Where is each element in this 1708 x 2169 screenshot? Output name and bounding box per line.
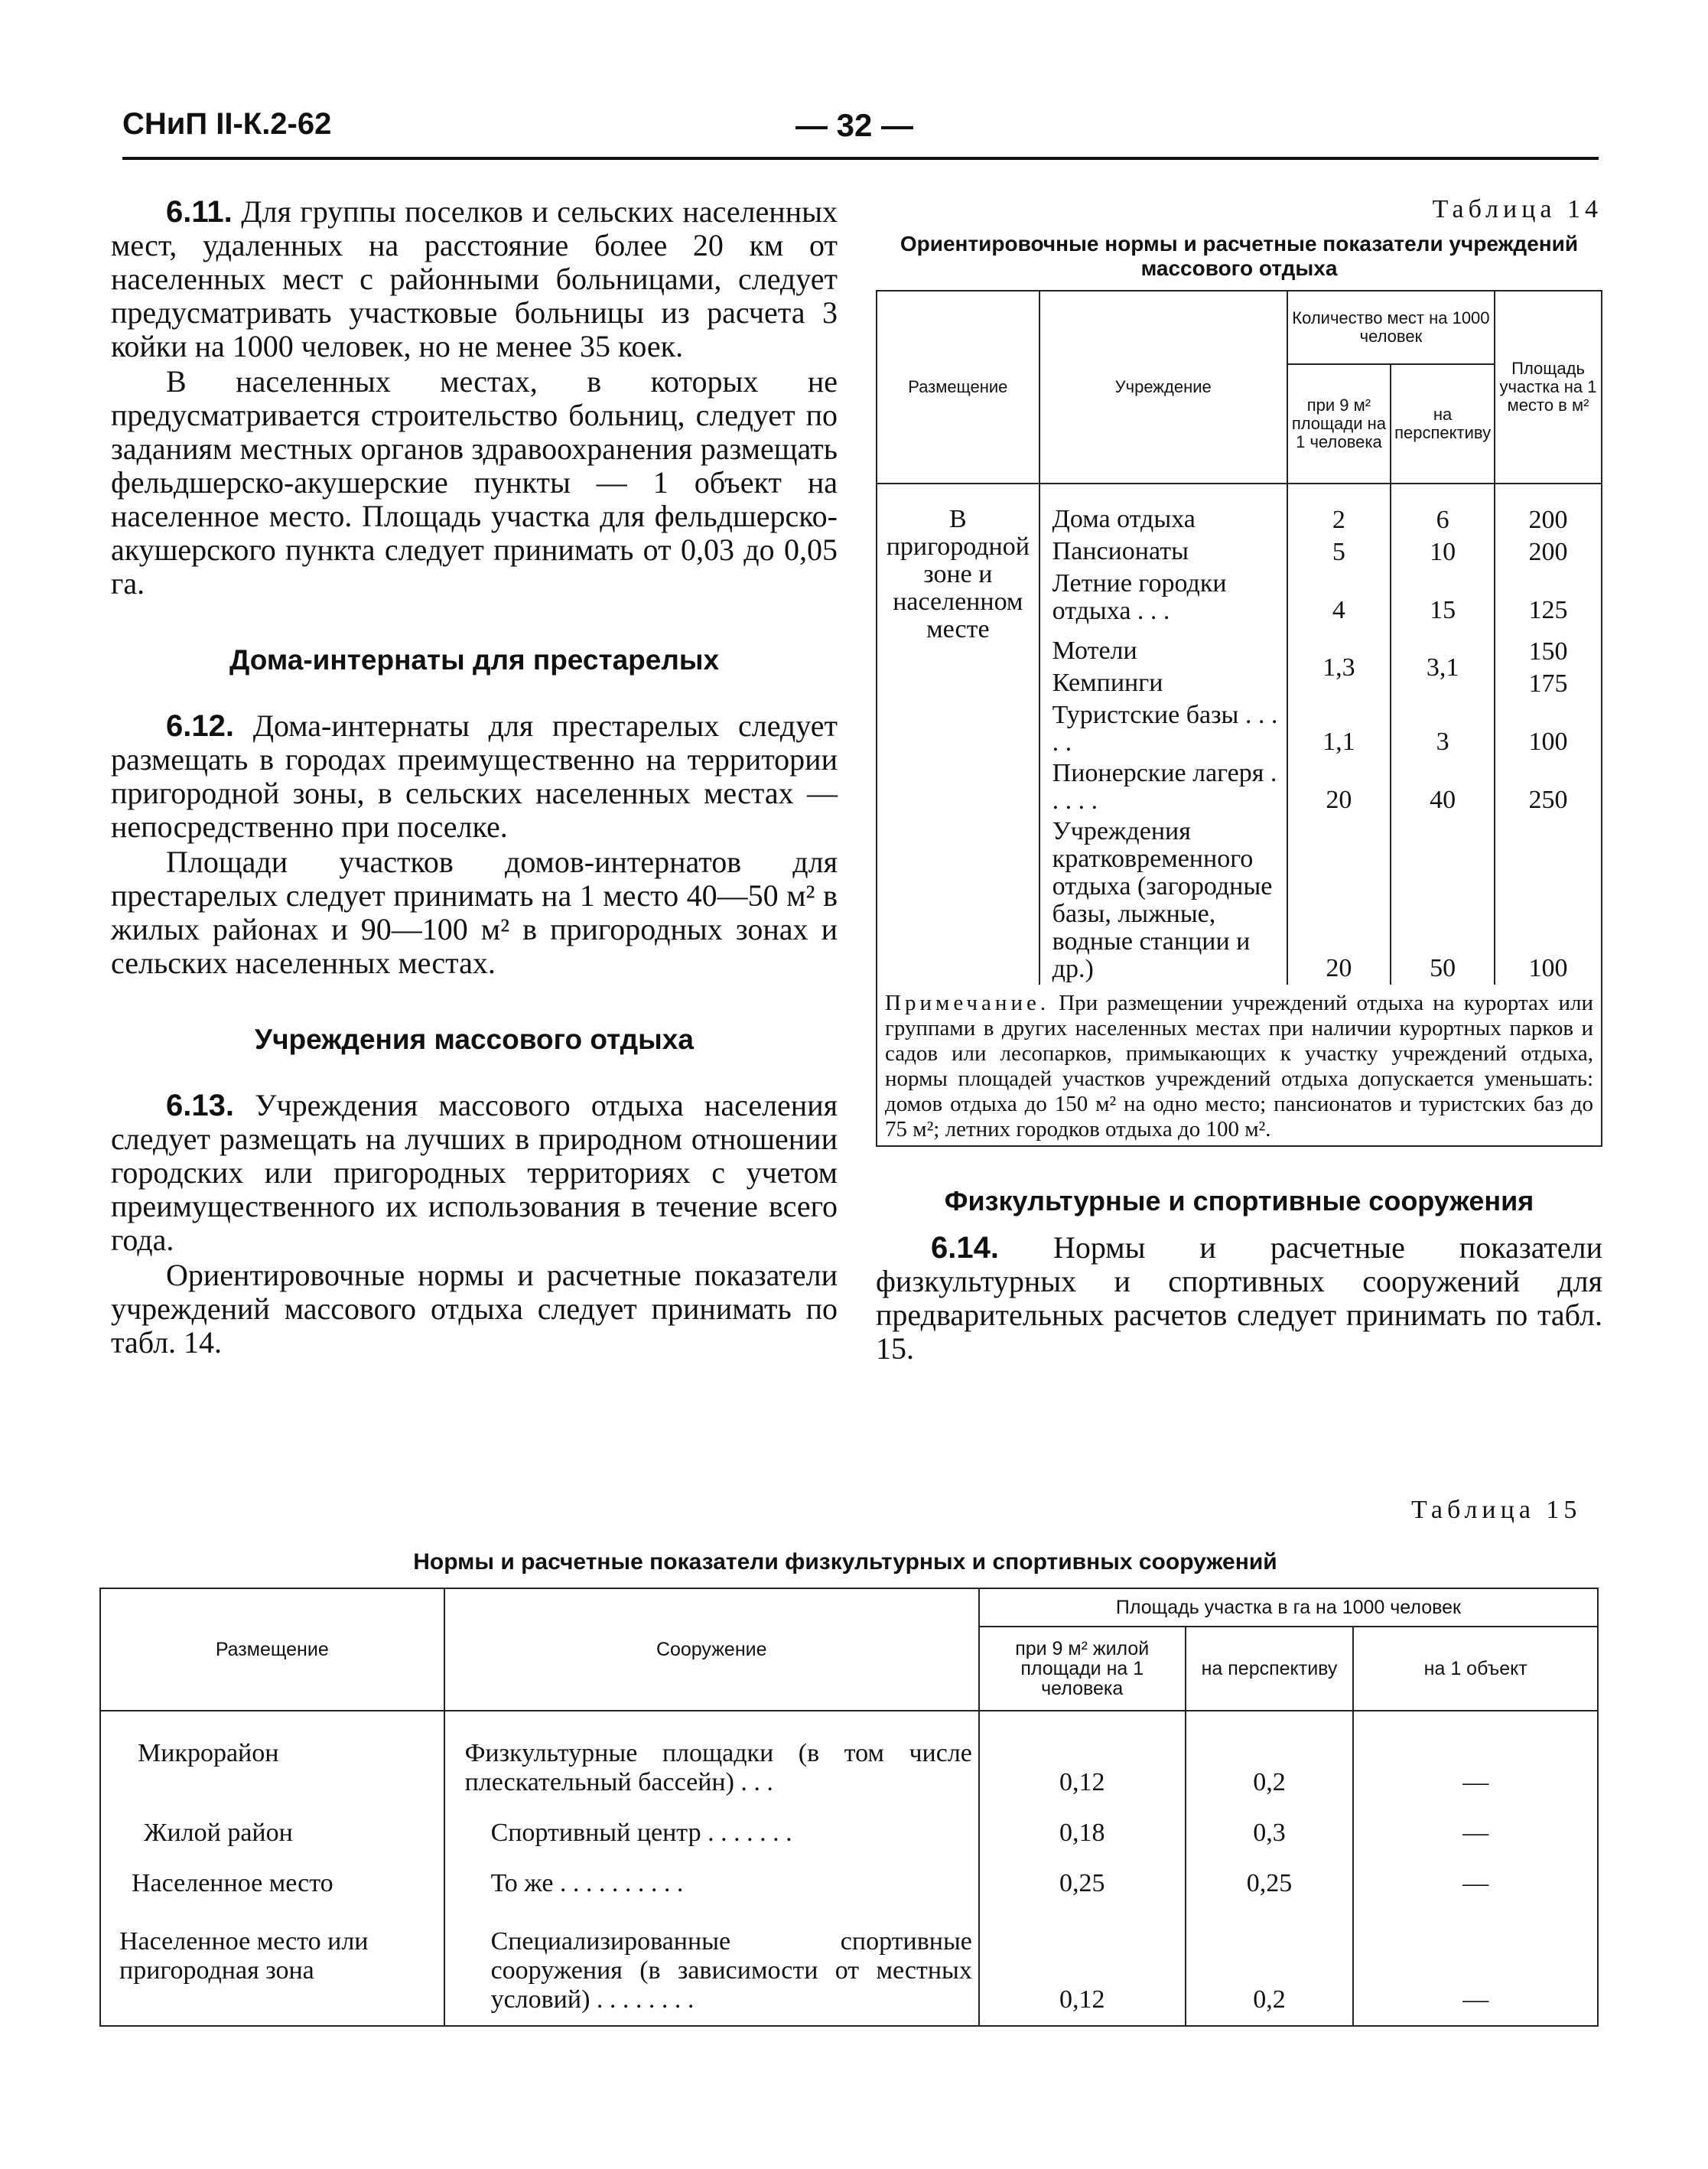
t14-institution: Кемпинги (1039, 668, 1287, 700)
t14-cell: 150 (1495, 627, 1602, 668)
t14-cell: 3 (1391, 700, 1495, 758)
t14-cell: 2 (1287, 484, 1391, 536)
heading-rest: Учреждения массового отдыха (255, 1024, 694, 1055)
paragraph-number: 6.14. (931, 1231, 999, 1265)
t14-cell: 1,3 (1287, 627, 1391, 700)
t14-cell: 40 (1391, 758, 1495, 816)
t15-header-facility: Сооружение (444, 1588, 979, 1711)
right-column (876, 195, 1602, 1366)
t14-cell: 10 (1391, 536, 1495, 568)
t15-facility: Спортивный центр . . . . . . . (444, 1808, 979, 1858)
t14-cell: 5 (1287, 536, 1391, 568)
table-row (100, 1711, 1598, 1808)
t14-institution: Пансионаты (1039, 536, 1287, 568)
t14-cell: 4 (1287, 568, 1391, 627)
t15-cell: 0,2 (1186, 1711, 1354, 1808)
t15-facility: Специализированные спортивные сооружения (в зависимости от местных условий) . . . . . . . . (444, 1909, 979, 2026)
t15-header-prospect: на перспективу (1186, 1627, 1354, 1711)
t15-facility: Физкультурные площадки (в том числе плескательный бассейн) . . . (444, 1711, 979, 1808)
t14-header-area: Площадь участка на 1 место в м² (1495, 291, 1602, 484)
header-rule (122, 157, 1599, 160)
paragraph-text: Дома-интернаты для престарелых следует размещать в городах преимущественно на территории пригородной зоны, в сельских населенных местах — непосредственно при поселке. (111, 708, 838, 844)
t14-cell: 20 (1287, 758, 1391, 816)
t15-placement: Населенное место или пригородная зона (100, 1909, 444, 2026)
t14-cell: 200 (1495, 484, 1602, 536)
t15-placement: Микрорайон (100, 1711, 444, 1808)
t15-header-placement: Размещение (100, 1588, 444, 1711)
t14-header-at9: при 9 м² площади на 1 человека (1287, 364, 1391, 484)
table-15-caption: Таблица 15 (1411, 1496, 1582, 1524)
heading-sport: Физкультурные и спортивные сооружения (944, 1185, 1534, 1216)
t15-header-group: Площадь участка в га на 1000 человек (979, 1588, 1598, 1627)
t14-header-institution: Учреждение (1039, 291, 1287, 484)
paragraph-number: 6.12. (166, 709, 234, 743)
t14-institution: Мотели (1039, 627, 1287, 668)
paragraph-text: Учреждения массового отдыха населения следует размещать на лучших в природном отношении городских или пригородных территориях с учетом преимущественного их использования в течение всего года. (111, 1088, 838, 1257)
t15-cell: — (1353, 1711, 1598, 1808)
paragraph-6-14 (876, 1231, 1602, 1366)
paragraph-text: Для группы поселков и сельских населенных мест, удаленных на расстояние более 20 км от населенных мест с районными больницами, следует предусматривать участковые больницы из расчета 3 койки на 1000 человек, но не менее 35 коек. (111, 194, 838, 363)
note-label: Примечание. (885, 991, 1050, 1015)
t14-placement: В пригородной зоне и населенном месте (877, 484, 1039, 985)
t15-cell: — (1353, 1909, 1598, 2026)
t14-header-prospect: на перспективу (1391, 364, 1495, 484)
t14-cell: 50 (1391, 816, 1495, 985)
heading-homes: Дома-интернаты для престарелых (229, 644, 720, 676)
t14-cell: 20 (1287, 816, 1391, 985)
t14-cell: 100 (1495, 700, 1602, 758)
t14-header-placement: Размещение (877, 291, 1039, 484)
t14-cell: 200 (1495, 536, 1602, 568)
t14-cell: 250 (1495, 758, 1602, 816)
t15-cell: 0,25 (979, 1858, 1186, 1909)
t15-header-at9: при 9 м² жилой площади на 1 человека (979, 1627, 1186, 1711)
paragraph-6-11 (111, 195, 838, 363)
t15-facility: То же . . . . . . . . . . (444, 1858, 979, 1909)
t15-header-per-object: на 1 объект (1353, 1627, 1598, 1711)
paragraph-text: Нормы и расчетные показатели физкультурных и спортивных сооружений для предварительных расчетов следует принимать по табл. 15. (876, 1230, 1603, 1366)
t14-institution: Туристские базы . . . . . (1039, 700, 1287, 758)
note-text: При размещении учреждений отдыха на курортах или группами в других населенных местах при наличии курортных парков и садов или лесопарков, примыкающих к участку учреждений отдыха, нормы площадей участков учреждений отдыха допускается уменьшать: домов отдыха до 150 м² на одно место; пансионатов и туристских баз до 75 м²; летних городков отдыха до 100 м². (885, 991, 1593, 1141)
table-row (100, 1808, 1598, 1858)
t15-cell: — (1353, 1858, 1598, 1909)
paragraph-6-11-b: В населенных местах, в которых не предусматривается строительство больниц, следует по заданиям местных органов здравоохранения размещать фельдшерско-акушерские пункты — 1 объект на населенное место. Площадь участка для фельдшерско-акушерского пункта следует принимать от 0,03 до 0,05 га. (111, 364, 838, 601)
t14-cell: 1,1 (1287, 700, 1391, 758)
t15-cell: 0,25 (1186, 1858, 1354, 1909)
table-14 (876, 290, 1602, 985)
t14-header-places-group: Количество мест на 1000 человек (1287, 291, 1495, 364)
paragraph-6-12 (111, 709, 838, 844)
t15-cell: 0,2 (1186, 1909, 1354, 2026)
paragraph-number: 6.11. (166, 195, 233, 229)
paragraph-6-12-b: Площади участков домов-интернатов для престарелых следует принимать на 1 место 40—50 м² в жилых районах и 90—100 м² в пригородных зонах и сельских населенных местах. (111, 845, 838, 980)
table-15 (99, 1588, 1599, 2027)
t14-institution: Дома отдыха (1039, 484, 1287, 536)
t14-institution: Пионерские лагеря . . . . . (1039, 758, 1287, 816)
paragraph-number: 6.13. (166, 1089, 234, 1122)
t14-cell: 100 (1495, 816, 1602, 985)
left-column (111, 195, 838, 1360)
t15-cell: 0,12 (979, 1711, 1186, 1808)
t14-cell: 15 (1391, 568, 1495, 627)
t14-institution: Учреждения кратковременного отдыха (загородные базы, лыжные, водные станции и др.) (1039, 816, 1287, 985)
paragraph-6-13 (111, 1089, 838, 1257)
t14-institution: Летние городки отдыха . . . (1039, 568, 1287, 627)
t15-cell: 0,12 (979, 1909, 1186, 2026)
page-number: — 32 — (795, 107, 914, 143)
table-14-note (876, 985, 1602, 1147)
table-14-title: Ориентировочные нормы и расчетные показатели учреждений массового отдыха (900, 232, 1579, 280)
t15-cell: — (1353, 1808, 1598, 1858)
t15-cell: 0,3 (1186, 1808, 1354, 1858)
t14-cell: 3,1 (1391, 627, 1495, 700)
table-row (100, 1858, 1598, 1909)
t14-cell: 175 (1495, 668, 1602, 700)
document-code: СНиП II-К.2-62 (122, 107, 332, 141)
t14-cell: 125 (1495, 568, 1602, 627)
t14-cell: 6 (1391, 484, 1495, 536)
t15-cell: 0,18 (979, 1808, 1186, 1858)
t15-placement: Жилой район (100, 1808, 444, 1858)
table-14-caption: Таблица 14 (1432, 195, 1602, 223)
paragraph-6-13-b: Ориентировочные нормы и расчетные показатели учреждений массового отдыха следует принимать по табл. 14. (111, 1258, 838, 1360)
table-row (100, 1909, 1598, 2026)
t15-placement: Населенное место (100, 1858, 444, 1909)
table-row (877, 484, 1602, 536)
table-15-title: Нормы и расчетные показатели физкультурных и спортивных сооружений (413, 1549, 1277, 1575)
